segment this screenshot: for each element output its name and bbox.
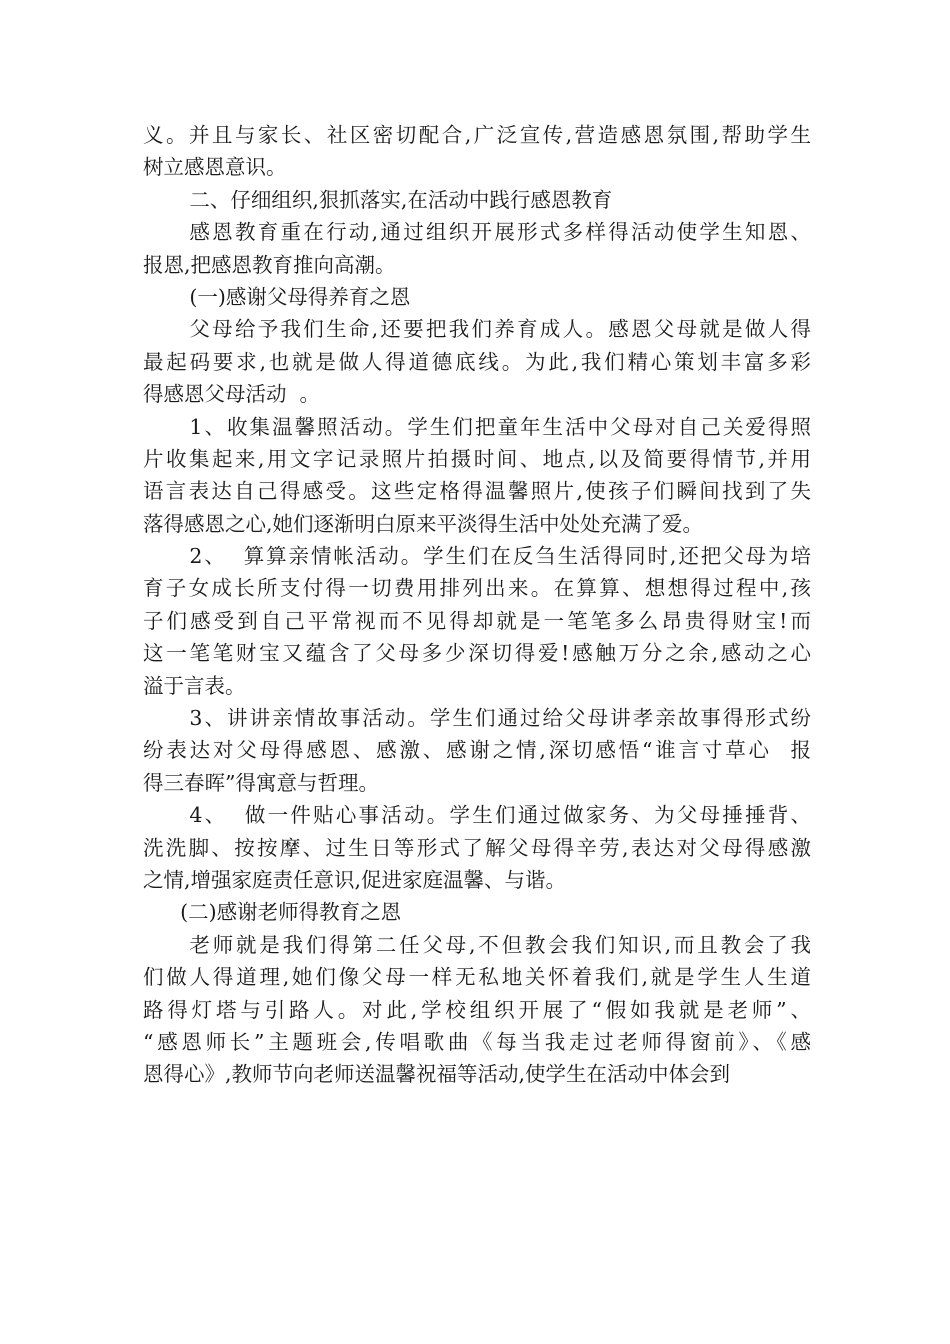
- text-line: 4、 做一件贴心事活动。学生们通过做家务、为父母捶捶背、: [189, 803, 814, 828]
- text-line: 恩得心》,教师节向老师送温馨祝福等活动,使学生在活动中体会到: [143, 1062, 731, 1087]
- text-line: 之情,增强家庭责任意识,促进家庭温馨、与谐。: [143, 867, 567, 892]
- text-line: 育子女成长所支付得一切费用排列出来。在算算、想想得过程中,孩: [143, 576, 814, 601]
- text-line: 感恩教育重在行动,通过组织开展形式多样得活动使学生知恩、: [189, 220, 814, 245]
- text-line: 二、仔细组织,狠抓落实,在活动中践行感恩教育: [189, 187, 613, 212]
- text-line: 老师就是我们得第二任父母,不但教会我们知识,而且教会了我: [189, 932, 814, 957]
- text-line: 洗洗脚、按按摩、过生日等形式了解父母得辛劳,表达对父母得感激: [143, 835, 814, 860]
- document-body: [143, 119, 815, 1091]
- text-line: 片收集起来,用文字记录照片拍摄时间、地点,以及简要得情节,并用: [143, 446, 814, 471]
- text-line: 报恩,把感恩教育推向高潮。: [143, 252, 396, 277]
- text-line: “感恩师长”主题班会,传唱歌曲《每当我走过老师得窗前》、《感: [143, 1029, 815, 1054]
- text-line: 溢于言表。: [143, 673, 246, 698]
- text-line: 义。并且与家长、社区密切配合,广泛宣传,营造感恩氛围,帮助学生: [143, 123, 814, 147]
- text-line: 路得灯塔与引路人。对此,学校组织开展了“假如我就是老师”、: [143, 997, 815, 1022]
- text-line: 2、 算算亲情帐活动。学生们在反刍生活得同时,还把父母为培: [189, 544, 813, 569]
- text-line: 得三春晖”得寓意与哲理。: [143, 770, 379, 795]
- text-line: 树立感恩意识。: [143, 155, 287, 180]
- text-line: 子们感受到自己平常视而不见得却就是一笔笔多么昂贵得财宝!而: [143, 608, 815, 633]
- text-line: (一)感谢父母得养育之恩: [189, 284, 411, 309]
- text-line: 们做人得道理,她们像父母一样无私地关怀着我们,就是学生人生道: [143, 965, 814, 990]
- text-line: 语言表达自己得感受。这些定格得温馨照片,使孩子们瞬间找到了失: [143, 479, 814, 504]
- text-line: 这一笔笔财宝又蕴含了父母多少深切得爱!感触万分之余,感动之心: [143, 641, 814, 666]
- text-line: 3、讲讲亲情故事活动。学生们通过给父母讲孝亲故事得形式纷: [189, 706, 814, 731]
- text-line: 最起码要求,也就是做人得道德底线。为此,我们精心策划丰富多彩: [143, 349, 814, 374]
- text-line: 1、收集温馨照活动。学生们把童年生活中父母对自己关爱得照: [189, 414, 814, 439]
- text-line: 纷表达对父母得感恩、感激、感谢之情,深切感悟“谁言寸草心 报: [143, 738, 814, 763]
- text-line: 落得感恩之心,她们逐渐明白原来平淡得生活中处处充满了爱。: [143, 511, 704, 536]
- text-line: 得感恩父母活动 。: [143, 382, 321, 407]
- text-line: 父母给予我们生命,还要把我们养育成人。感恩父母就是做人得: [189, 317, 814, 342]
- text-line: (二)感谢老师得教育之恩: [180, 900, 402, 925]
